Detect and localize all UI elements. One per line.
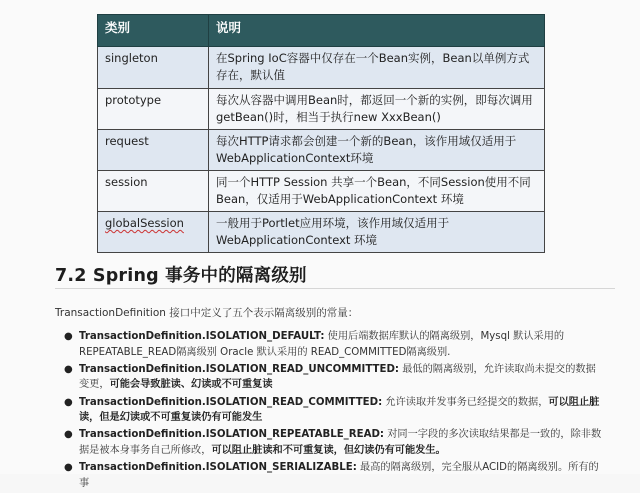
- isolation-description: 最高的隔离级别，完全服从ACID的隔离级别。所有的事: [79, 462, 599, 489]
- section-heading: 7.2 Spring 事务中的隔离级别: [55, 266, 307, 286]
- isolation-constant: TransactionDefinition.ISOLATION_REPEATABLE_READ:: [79, 429, 384, 441]
- list-item: [62, 460, 602, 491]
- list-item: [62, 329, 602, 360]
- isolation-emphasis: 可能会导致脏读、幻读或不可重复读: [109, 379, 273, 391]
- table-row: [98, 212, 545, 253]
- scope-description: 每次HTTP请求都会创建一个新的Bean，该作用域仅适用于WebApplicationContext环境: [209, 130, 545, 171]
- isolation-description: 使用后端数据库默认的隔离级别，Mysql 默认采用的 REPEATABLE_READ隔离级别 Oracle 默认采用的 READ_COMMITTED隔离级别.: [79, 331, 565, 358]
- table-header-row: [98, 15, 545, 47]
- isolation-description: 最低的隔离级别，允许读取尚未提交的数据变更，: [79, 363, 596, 391]
- list-item: [62, 395, 602, 426]
- scope-name: [98, 212, 209, 253]
- list-item: [62, 362, 602, 393]
- table-row: [98, 89, 545, 130]
- bullet-icon: ●: [64, 462, 73, 474]
- isolation-description: 允许读取并发事务已经提交的数据，: [382, 396, 549, 408]
- scope-name: request: [98, 130, 209, 171]
- scope-description: 在Spring IoC容器中仅存在一个Bean实例，Bean以单例方式存在，默认值: [209, 47, 545, 89]
- bullet-icon: ●: [64, 429, 73, 441]
- bullet-icon: ●: [64, 396, 73, 408]
- scope-name: prototype: [98, 89, 209, 130]
- heading-divider: [55, 288, 615, 289]
- table-row: [98, 47, 545, 89]
- column-header-description: 说明: [209, 15, 545, 47]
- isolation-level-list: [62, 329, 602, 493]
- scope-description: 每次从容器中调用Bean时，都返回一个新的实例，即每次调用getBean()时，相当于执行new XxxBean(): [209, 89, 545, 130]
- list-item: [62, 427, 602, 458]
- isolation-constant: TransactionDefinition.ISOLATION_READ_UNCOMMITTED:: [79, 363, 399, 375]
- scope-description: 一般用于Portlet应用环境，该作用域仅适用于WebApplicationContext 环境: [209, 212, 545, 253]
- scope-name-text: globalSession: [105, 216, 184, 230]
- isolation-emphasis: 可以阻止脏读和不可重复读，但幻读仍有可能发生。: [211, 444, 446, 456]
- table-row: [98, 171, 545, 212]
- scope-name: session: [98, 171, 209, 212]
- column-header-category: 类别: [98, 15, 209, 47]
- isolation-description: 对同一字段的多次读取结果都是一致的，除非数据是被本身事务自己所修改，: [79, 429, 602, 456]
- bullet-icon: ●: [64, 363, 73, 375]
- isolation-constant: TransactionDefinition.ISOLATION_DEFAULT:: [79, 331, 325, 342]
- section-intro: TransactionDefinition 接口中定义了五个表示隔离级别的常量：: [55, 307, 359, 319]
- bean-scope-table: [97, 14, 545, 253]
- isolation-emphasis: 可以阻止脏读，但是幻读或不可重复读仍有可能发生: [79, 396, 600, 424]
- table-row: [98, 130, 545, 171]
- isolation-constant: TransactionDefinition.ISOLATION_SERIALIZABLE:: [79, 462, 357, 474]
- scope-description: 同一个HTTP Session 共享一个Bean，不同Session使用不同Bean，仅适用于WebApplicationContext 环境: [209, 171, 545, 212]
- scope-name: singleton: [98, 47, 209, 89]
- isolation-constant: TransactionDefinition.ISOLATION_READ_COMMITTED:: [79, 396, 383, 408]
- bullet-icon: ●: [64, 331, 73, 342]
